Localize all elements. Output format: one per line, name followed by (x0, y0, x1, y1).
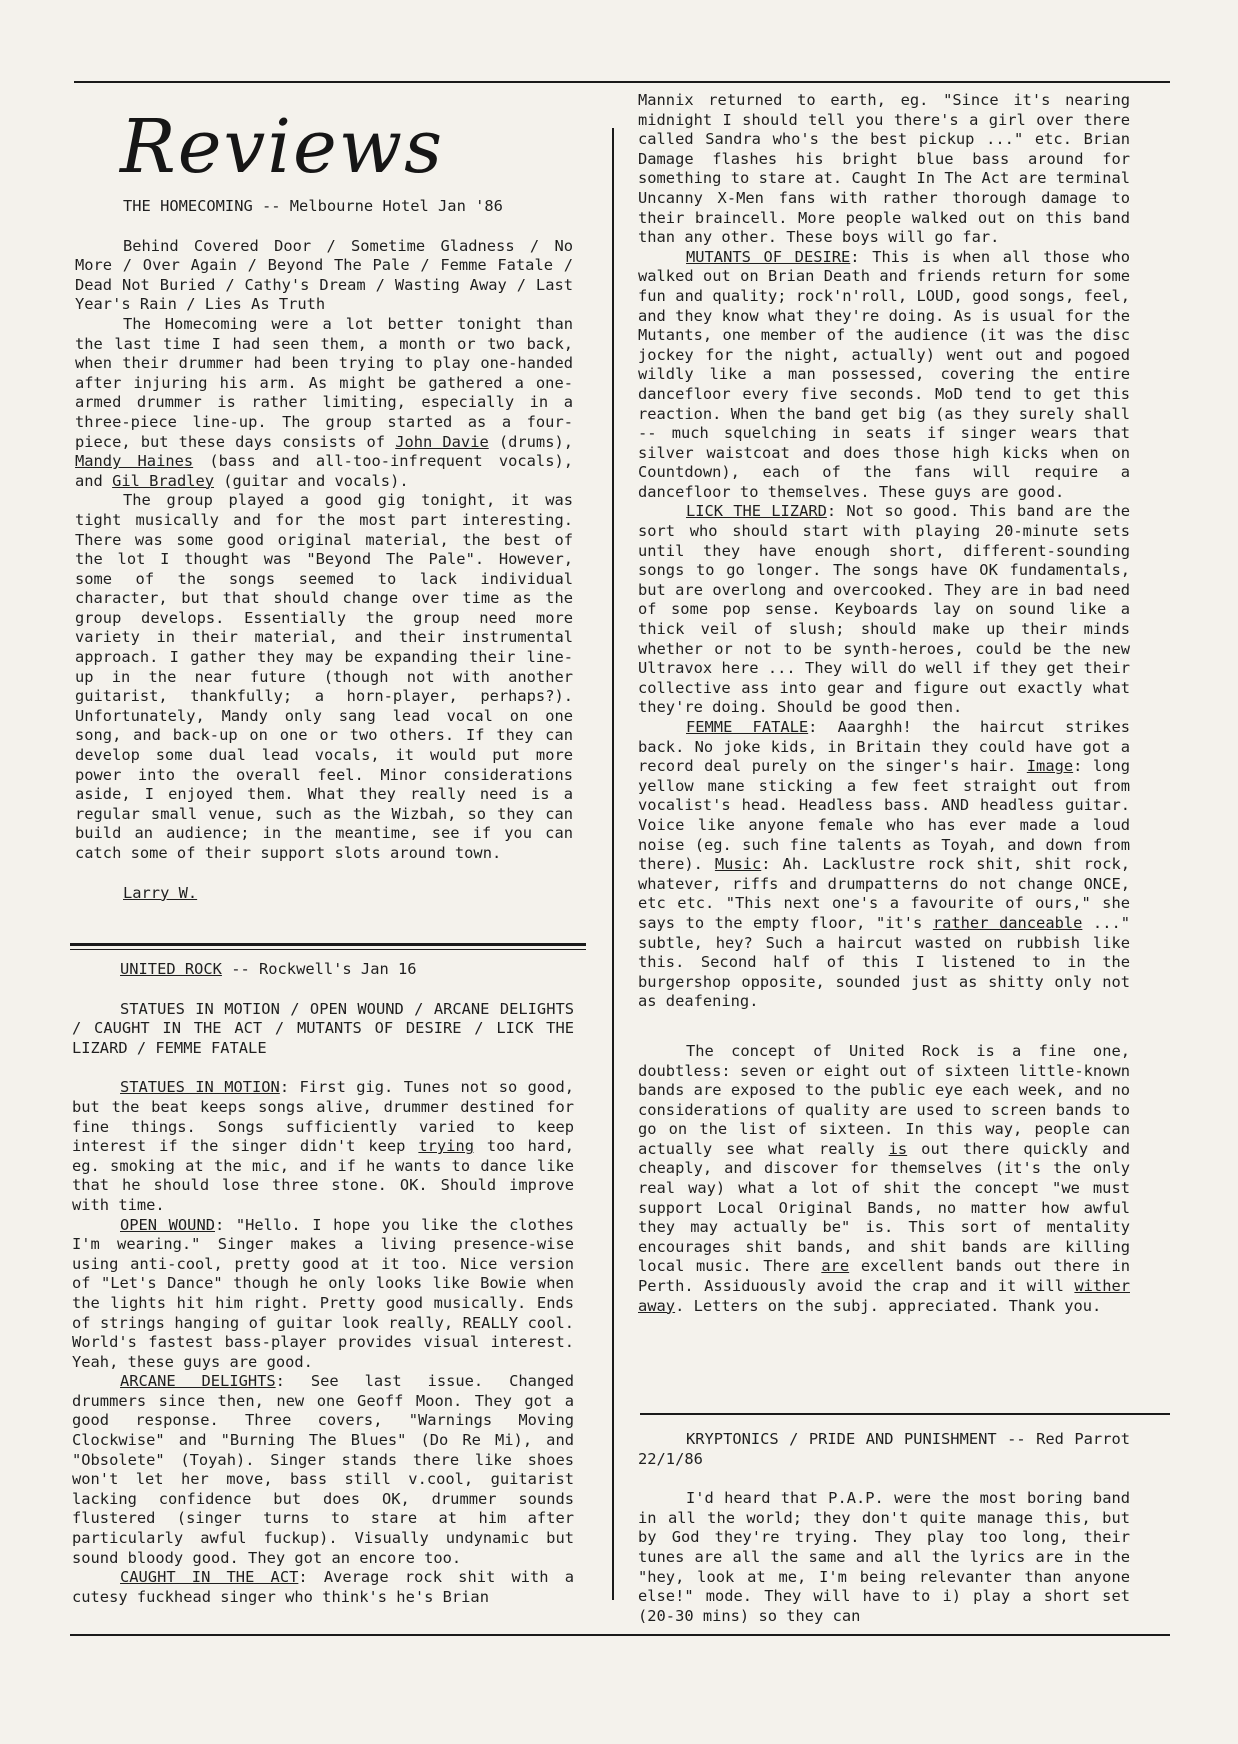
band-review-continued: Mannix returned to earth, eg. "Since it's nearing midnight I should tell you there's a girl over there called Sandra who's the best pickup ..." etc. Brian Damage flashes his bright blue bass around for something to stare at. Caught In The Act are terminal Uncanny X-Men fans with rather thorough damage to their braincell. More people walked out on this band than any other. These boys will go far. (638, 91, 1130, 247)
section-rule-left (70, 943, 586, 946)
page-heading: Reviews (120, 104, 445, 190)
section-rule-right (640, 1413, 1170, 1415)
band-review: LICK THE LIZARD: Not so good. This band are the sort who should start with playing 20-minute sets until they have enough short, different-sounding songs to go longer. The songs have OK fundamentals, but are overlong and overcooked. They are in bad need of some pop sense. Keyboards lay on sound like a thick veil of slush; should make up their minds whether or not to be synth-heroes, could be the new Ultravox here ... They will do well if they get their collective ass into gear and figure out exactly what they're doing. Should be good then. (638, 502, 1130, 717)
setlist: Behind Covered Door / Sometime Gladness / No More / Over Again / Beyond The Pale / Femme Fatale / Dead Not Buried / Cathy's Dream / Wasting Away / Last Year's Rain / Lies As Truth (75, 236, 573, 314)
left-column-bottom (72, 960, 574, 1607)
review-paragraph: The group played a good gig tonight, it was tight musically and for the most part interesting. There was some good original material, the best of the lot I thought was "Beyond The Pale". However, some of the songs seemed to lack individual character, but that should change over time as the group develops. Essentially the group need more variety in their material, and their instrumental approach. I gather they may be expanding their line-up in the near future (though not with another guitarist, thankfully; a horn-player, perhaps?). Unfortunately, Mandy only sang lead vocal on one song, and back-up on one or two others. If they can develop some dual lead vocals, it would put more power into the overall feel. Minor considerations aside, I enjoyed them. What they really need is a regular small venue, such as the Wizbah, so they can build an audience; in the meantime, see if you can catch some of their support slots around town. (75, 491, 573, 862)
left-column-top (75, 197, 573, 903)
band-review: FEMME FATALE: Aaarghh! the haircut strikes back. No joke kids, in Britain they could have got a record deal purely on the singer's hair. Image: long yellow mane sticking a few feet straight out from vocalist's head. Headless bass. AND headless guitar. Voice like anyone female who has ever made a loud noise (eg. such fine talents as Toyah, and down from there). Music: Ah. Lacklustre rock shit, shit rock, whatever, riffs and drumpatterns do not change ONCE, etc etc. "This next one's a favourite of ours," she says to the empty floor, "it's rather danceable ..." subtle, hey? Such a haircut wasted on rubbish like this. Second half of this I listened to in the burgershop opposite, sounded just as shitty only not as deafening. (638, 718, 1130, 1011)
review-paragraph: I'd heard that P.A.P. were the most boring band in all the world; they don't quite manage this, but by God they're trying. They play too long, their tunes are all the same and all the lyrics are in the "hey, look at me, I'm being relevanter than anyone else!" mode. They will have to i) play a short set (20-30 mins) so they can (638, 1489, 1130, 1625)
signature: Larry W. (123, 883, 198, 902)
right-column-top (638, 91, 1130, 1316)
band-review: OPEN WOUND: "Hello. I hope you like the clothes I'm wearing." Singer makes a living presence-wise using anti-cool, pretty good at it too. Nice version of "Let's Dance" though he only looks like Bowie when the lights hit him right. Pretty good musically. Ends of strings hanging of guitar look really, REALLY cool. World's fastest bass-player provides visual interest. Yeah, these guys are good. (72, 1215, 574, 1371)
band-review: CAUGHT IN THE ACT: Average rock shit with a cutesy fuckhead singer who think's he's Brian (72, 1568, 574, 1606)
band-review: STATUES IN MOTION: First gig. Tunes not so good, but the beat keeps songs alive, drummer destined for fine things. Songs sufficiently varied to keep interest if the singer didn't keep trying too hard, eg. smoking at the mic, and if he wants to dance like that he should lose three stone. OK. Should improve with time. (72, 1078, 574, 1214)
band-review: MUTANTS OF DESIRE: This is when all those who walked out on Brian Death and friends return for some fun and quality; rock'n'roll, LOUD, good songs, feel, and they know what they're doing. As is usual for the Mutants, one member of the audience (it was the disc jockey for the night, actually) went out and pogoed wildly like a man possessed, covering the entire dancefloor every five seconds. MoD tend to get this reaction. When the band get big (as they surely shall -- much squelching in seats if singer wears that silver waistcoat and does those high kicks when on Countdown), each of the fans will require a dancefloor to themselves. These guys are good. (638, 247, 1130, 501)
right-column-bottom (638, 1430, 1130, 1626)
column-divider (612, 128, 614, 1600)
section-rule-left-thin (70, 949, 586, 950)
band-member-name: Gil Bradley (112, 471, 215, 490)
review-paragraph: The Homecoming were a lot better tonight than the last time I had seen them, a month or two back, when their drummer had been trying to play one-handed after injuring his arm. As might be gathered a one-armed drummer is rather limiting, especially in a three-piece line-up. The group started as a four-piece, but these days consists of John Davie (drums), Mandy Haines (bass and all-too-infrequent vocals), and Gil Bradley (guitar and vocals). (75, 314, 573, 490)
review-title: KRYPTONICS / PRIDE AND PUNISHMENT -- Red Parrot 22/1/86 (638, 1430, 1130, 1468)
review-title: UNITED ROCK -- Rockwell's Jan 16 (120, 960, 417, 978)
review-title: THE HOMECOMING -- Melbourne Hotel Jan '86 (123, 197, 503, 215)
lineup: STATUES IN MOTION / OPEN WOUND / ARCANE DELIGHTS / CAUGHT IN THE ACT / MUTANTS OF DESIRE / LICK THE LIZARD / FEMME FATALE (72, 999, 574, 1057)
bottom-rule (70, 1634, 1170, 1636)
top-rule (74, 81, 1170, 83)
band-member-name: John Davie (395, 432, 489, 451)
band-member-name: Mandy Haines (75, 452, 194, 471)
concept-paragraph: The concept of United Rock is a fine one, doubtless: seven or eight out of sixteen little-known bands are exposed to the public eye each week, and no considerations of quality are used to screen bands to go on the list of sixteen. In this way, people can actually see what really is out there quickly and cheaply, and discover for themselves (it's the only real way) what a lot of shit the concept "we must support Local Original Bands, no matter how awful they may actually be" is. This sort of mentality encourages shit bands, and shit bands are killing local music. There are excellent bands out there in Perth. Assiduously avoid the crap and it will wither away. Letters on the subj. appreciated. Thank you. (638, 1041, 1130, 1315)
band-review: ARCANE DELIGHTS: See last issue. Changed drummers since then, new one Geoff Moon. They got a good response. Three covers, "Warnings Moving Clockwise" and "Burning The Blues" (Do Re Mi), and "Obsolete" (Toyah). Singer stands there like shoes won't let her move, bass still v.cool, guitarist lacking confidence but does OK, drummer sounds flustered (singer turns to stare at him after particularly awful fuckup). Visually undynamic but sound bloody good. They got an encore too. (72, 1372, 574, 1567)
